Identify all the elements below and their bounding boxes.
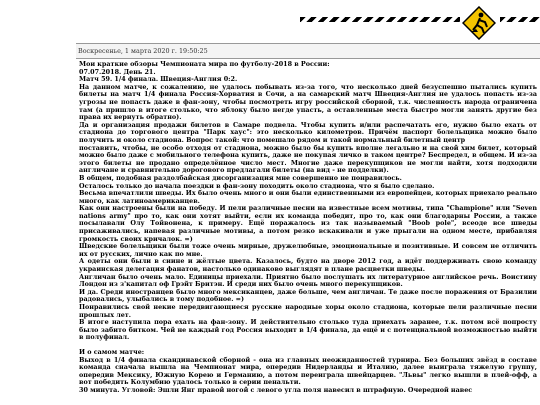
paragraph: На данном матче, к сожалению, не удалось побывать из-за того, что несколько дней безуспешно пытались купить билеты на матч 1/4 финала Россия-Хорватия в Сочи, а на самарский матч Швеция-Англия не удалось попасть из-за угрозы не попасть даже в фан-зону, чтобы посмотреть игру российской сборной, т.к. численность народа ограничена там (а пришло в итоге столько, что яблоку было негде упасть, а оставленные места быстро могли занять другие без права их вернуть обратно). [79, 82, 537, 122]
page-header [0, 0, 540, 44]
paragraph: Англичан было очень мало. Единицы приехали. Приятно было послушать их литературное английское речь. Воистину Лондон из з'капитал оф Грэйт Бритэн. И среди них было очень много перекупщиков. [79, 272, 537, 289]
paragraph: 07.07.2018. День 21. [79, 67, 156, 76]
post-body [76, 59, 540, 395]
post-panel [76, 43, 540, 405]
paragraph: Понравились свой некие передвигающиеся русские народные хоры около стадиона, которые пели различные песни прошлых лет. [79, 303, 537, 319]
paragraph: Шведские болельщики были тоже очень мирные, дружелюбные, эмоциональные и позитивные. И совсем не отличить их от русских, лично как по мне. [79, 242, 537, 258]
paragraph: Как они настроены были на победу. И пели различные песни на известные всем мотивы, типа "Champione" или "Seven nations army" про то, как они хотят выйти, если их команда победит, про то, как они благодарны России, а также посылавали Олу Тойвонена, к примеру. Ещё поражалось из так называемый "Boob pole", всеоде все шведы присаживались, напевая различные мотивы, а потом резко вскакивали и уже прыгали на одном месте, прибавляя громкость своих кричалок. =) [79, 204, 537, 243]
caution-stripe-right [500, 17, 540, 22]
paragraph: Весьма впечатлили шведы. Их было очень много и они были единственными из европейцев, которых приехало реально много, как латиноамериканцев. [79, 189, 537, 205]
paragraph: А одеты они были в сиине и жёлтые цвета. Казалось, будто на дворе 2012 год, а идёт поддерживать свою команду украинская делегация фанатов, настолько одинаково выглядят в плане расцветки шведы. [79, 257, 537, 274]
paragraph: Да и организация продажи билетов в Самаре подвела. Чтобы купить и/или распечатать его, нужно было ехать от стадиона до торгового центра "Парк хаус": это несколько километров. Причём паспорт болельщика можно было получить и около стадиона. Вопрос такой: что помешало рядом и такой нормальный билетный центр [79, 120, 537, 144]
paragraph: В общем, подобная раздолбайская дисорганизация мне совершенно не понравилось. [79, 173, 402, 182]
paragraph: Осталось только до начала поездки в фан-зону походить около стадиона, что я было сделано. [79, 181, 435, 190]
caution-stripe-left [300, 17, 460, 22]
paragraph: Выход в 1/4 финала скандинавской сборной - она из главных неожиданностей турнира. Без больших звёзд в составе команда сначала вышла на Чемпионат мира, опередив Нидерланды и Италию, далее выиграла тяжелую группу, опередив Мексику, Южную Корею и Германию, а потом переиграла швейцарцев. "Львы" легко вышли в плей-офф, а вот победить Колумбию удалось только в серии пенальти. [79, 355, 537, 387]
paragraph: В итоге наступила пора ехать на фан-зону. И действительно столько туда приехать заранее, т.к. потом всё попросту было забито битком. Чей не каждый год Россия выходит в 1/4 финала, да ещё и с потенциальной возможностью выйти в полуфинал. [79, 318, 537, 342]
under-construction-sign-icon [462, 6, 496, 40]
paragraph: поставить, чтобы, не особо отходя от стадиона, можно было бы купить вполне легально и на свой хим билет, который можно было даже с мобильного телефона купить, даже не покупая личко в таком центре? Беспредел, в общем. И из-за этого билеты не продано определённое число мест. Многие даже перекупщиков не могли найти, хотя подходили англичане и сравнительно дорогового предлагали билеты (на вид - не подделки). [79, 143, 537, 175]
paragraph: И да. Среди иностранцев было много мексиканцев, даже больше, чем англичан. Те даже после поражения от Бразилии радовались, улыбались в тому подобное. =) [79, 287, 537, 304]
paragraph: 30 минута. Угловой: Эшли Янг правой ногой с левого угла поля навесил в штрафную. Очередной навес [79, 385, 473, 394]
section-heading: И о самом матче: [79, 347, 145, 356]
post-date: Воскресенье, 1 марта 2020 г. 19:50:25 [76, 43, 540, 59]
paragraph: Матч 59. 1/4 финала. Швеция-Англия 0:2. [79, 75, 238, 84]
paragraph: Мои краткие обзоры Чемпионата мира по футболу-2018 в России: [79, 60, 330, 68]
